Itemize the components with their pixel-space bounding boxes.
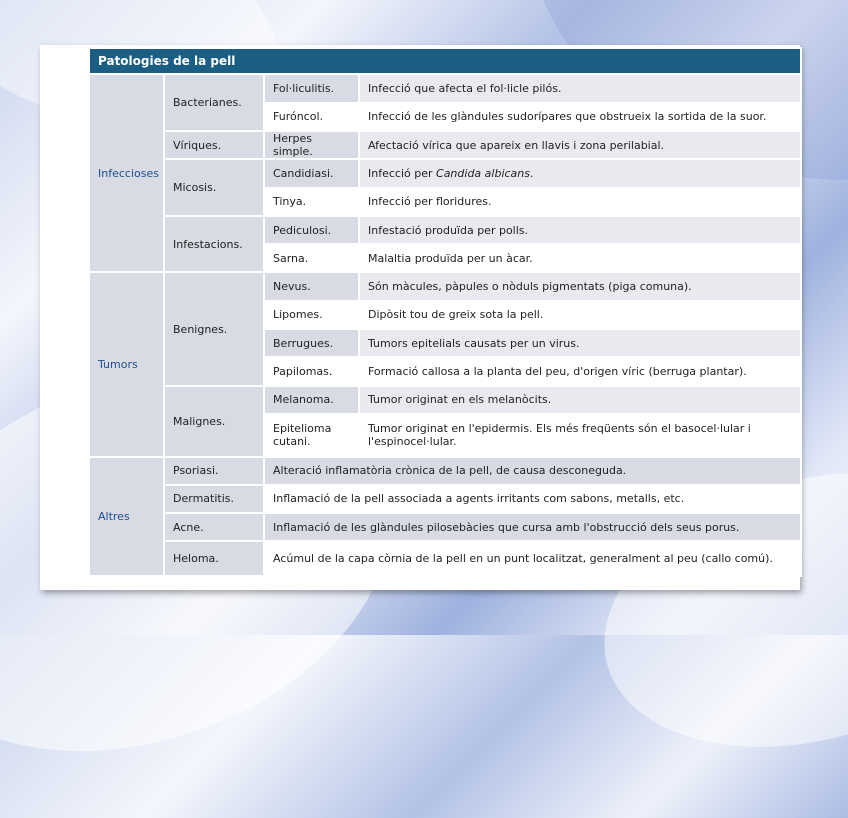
subgroup-infestacions: Infestacions.	[164, 216, 264, 273]
row-description: Afectació vírica que apareix en llavis i zona perilabial.	[359, 131, 801, 159]
altres-description: Inflamació de les glàndules pilosebàcies que cursa amb l'obstrucció dels seus porus.	[264, 513, 801, 541]
altres-term: Dermatitis.	[164, 485, 264, 513]
row-term: Herpes simple.	[264, 131, 359, 159]
row-description: Infestació produïda per polls.	[359, 216, 801, 244]
row-term: Lipomes.	[264, 301, 359, 329]
row-term: Nevus.	[264, 272, 359, 300]
row-term: Epitelioma cutani.	[264, 414, 359, 456]
row-description: Formació callosa a la planta del peu, d'origen víric (berruga plantar).	[359, 357, 801, 385]
row-description: Infecció per floridures.	[359, 188, 801, 216]
row-term: Fol·liculitis.	[264, 74, 359, 102]
row-description: Infecció de les glàndules sudorípares que obstrueix la sortida de la suor.	[359, 103, 801, 131]
row-term: Candidiasi.	[264, 159, 359, 187]
group-altres: Altres	[89, 457, 164, 576]
row-term: Tinya.	[264, 188, 359, 216]
row-term: Pediculosi.	[264, 216, 359, 244]
altres-description: Alteració inflamatòria crònica de la pell, de causa desconeguda.	[264, 457, 801, 485]
subgroup-benignes: Benignes.	[164, 272, 264, 385]
row-description: Dipòsit tou de greix sota la pell.	[359, 301, 801, 329]
altres-term: Psoriasi.	[164, 457, 264, 485]
altres-description: Inflamació de la pell associada a agents irritants com sabons, metalls, etc.	[264, 485, 801, 513]
desc-suffix: .	[530, 166, 534, 180]
row-description: Tumor originat en els melanòcits.	[359, 386, 801, 414]
row-description	[359, 159, 801, 187]
row-description: Tumors epitelials causats per un virus.	[359, 329, 801, 357]
group-infeccioses: Infeccioses	[89, 74, 164, 272]
row-description: Infecció que afecta el fol·licle pilós.	[359, 74, 801, 102]
row-term: Berrugues.	[264, 329, 359, 357]
species-name: Candida albicans	[436, 166, 530, 180]
row-description: Malaltia produïda per un àcar.	[359, 244, 801, 272]
row-term: Melanoma.	[264, 386, 359, 414]
subgroup-malignes: Malignes.	[164, 386, 264, 457]
row-description: Són màcules, pàpules o nòduls pigmentats (piga comuna).	[359, 272, 801, 300]
subgroup-micosis: Micosis.	[164, 159, 264, 216]
row-description: Tumor originat en l'epidermis. Els més freqüents són el basocel·lular i l'espinocel·lular.	[359, 414, 801, 456]
row-term: Furóncol.	[264, 103, 359, 131]
altres-description: Acúmul de la capa còrnia de la pell en un punt localitzat, generalment al peu (callo comú).	[264, 541, 801, 576]
pathologies-table	[88, 47, 802, 577]
row-term: Sarna.	[264, 244, 359, 272]
group-tumors: Tumors	[89, 272, 164, 456]
subgroup-viriques: Víriques.	[164, 131, 264, 159]
desc-prefix: Infecció per	[368, 166, 437, 180]
table-title: Patologies de la pell	[89, 48, 801, 74]
row-term: Papilomas.	[264, 357, 359, 385]
altres-term: Heloma.	[164, 541, 264, 576]
subgroup-bacterianes: Bacterianes.	[164, 74, 264, 131]
altres-term: Acne.	[164, 513, 264, 541]
slide-panel	[40, 45, 800, 590]
